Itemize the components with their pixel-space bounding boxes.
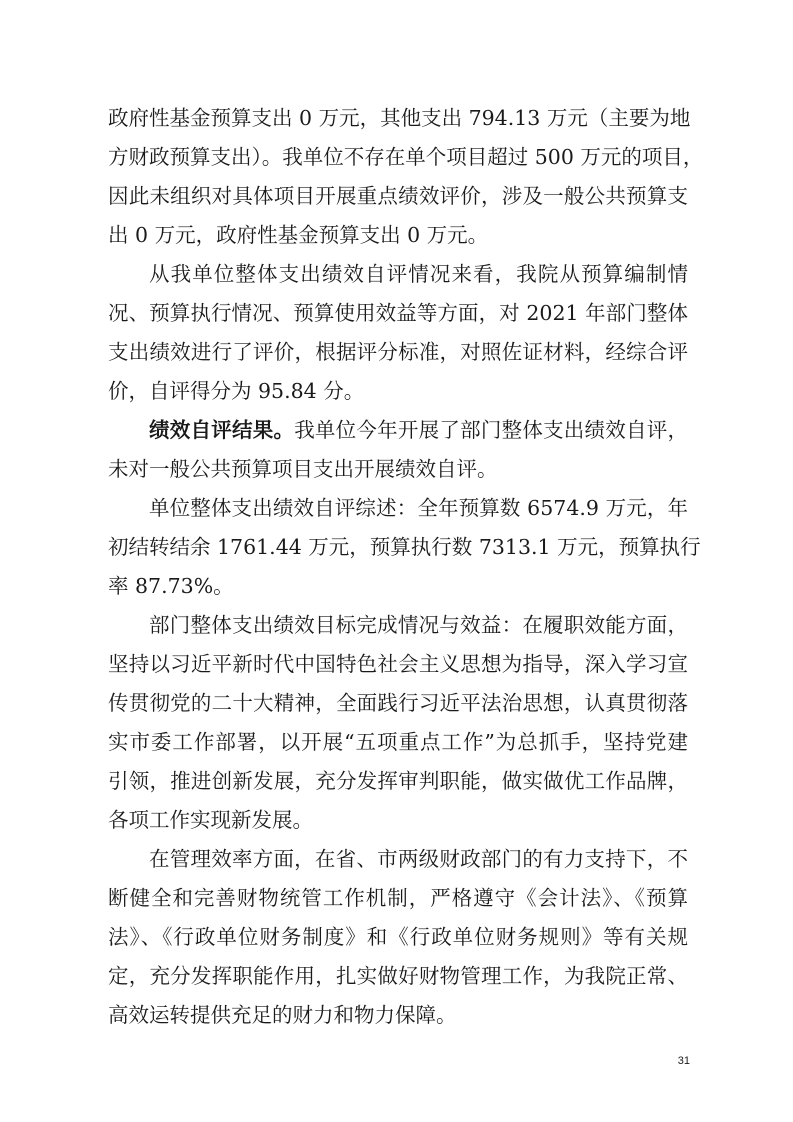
paragraph-2-line-3: 支出绩效进行了评价，根据评分标准，对照佐证材料，经综合评 (108, 340, 688, 364)
paragraph-5-line-4: 实市委工作部署，以开展“五项重点工作”为总抓手，坚持党建 (108, 730, 688, 754)
paragraph-5-line-3: 传贯彻党的二十大精神，全面践行习近平法治思想，认真贯彻落 (108, 691, 688, 715)
paragraph-6-line-3: 法》、《行政单位财务制度》和《行政单位财务规则》等有关规 (108, 925, 688, 949)
paragraph-4-line-3: 率 87.73%。 (108, 574, 234, 598)
paragraph-5-line-2: 坚持以习近平新时代中国特色社会主义思想为指导，深入学习宣 (108, 652, 688, 676)
paragraph-5-line-1: 部门整体支出绩效目标完成情况与效益：在履职效能方面， (149, 613, 688, 637)
paragraph-6-line-5: 高效运转提供充足的财力和物力保障。 (108, 1003, 457, 1027)
page-number: 31 (677, 1055, 690, 1067)
paragraph-4-line-2: 初结转结余 1761.44 万元，预算执行数 7313.1 万元，预算执行 (108, 535, 701, 559)
paragraph-1-line-4: 出 0 万元，政府性基金预算支出 0 万元。 (108, 223, 489, 247)
paragraph-6-line-1: 在管理效率方面，在省、市两级财政部门的有力支持下，不 (149, 847, 688, 871)
paragraph-5-line-6: 各项工作实现新发展。 (108, 808, 313, 832)
paragraph-6-line-4: 定，充分发挥职能作用，扎实做好财物管理工作，为我院正常、 (108, 964, 688, 988)
paragraph-1-line-3: 因此未组织对具体项目开展重点绩效评价，涉及一般公共预算支 (108, 184, 688, 208)
paragraph-1-line-2: 方财政预算支出）。我单位不存在单个项目超过 500 万元的项目， (108, 145, 704, 169)
paragraph-3-line-2: 未对一般公共预算项目支出开展绩效自评。 (108, 457, 498, 481)
paragraph-4-line-1: 单位整体支出绩效自评综述：全年预算数 6574.9 万元，年 (149, 496, 688, 520)
paragraph-6-line-2: 断健全和完善财物统管工作机制，严格遵守《会计法》、《预算 (108, 886, 688, 910)
paragraph-2-line-4: 价，自评得分为 95.84 分。 (108, 379, 365, 403)
paragraph-2-line-2: 况、预算执行情况、预算使用效益等方面，对 2021 年部门整体 (108, 301, 688, 325)
paragraph-5-line-5: 引领，推进创新发展，充分发挥审判职能，做实做优工作品牌， (108, 769, 688, 793)
paragraph-3-lead-text: 我单位今年开展了部门整体支出绩效自评， (294, 418, 689, 442)
paragraph-3-line-1 (149, 418, 688, 442)
paragraph-1-line-1: 政府性基金预算支出 0 万元，其他支出 794.13 万元（主要为地 (108, 106, 691, 130)
performance-result-heading: 绩效自评结果。 (149, 418, 295, 442)
paragraph-2-line-1: 从我单位整体支出绩效自评情况来看，我院从预算编制情 (149, 262, 688, 286)
